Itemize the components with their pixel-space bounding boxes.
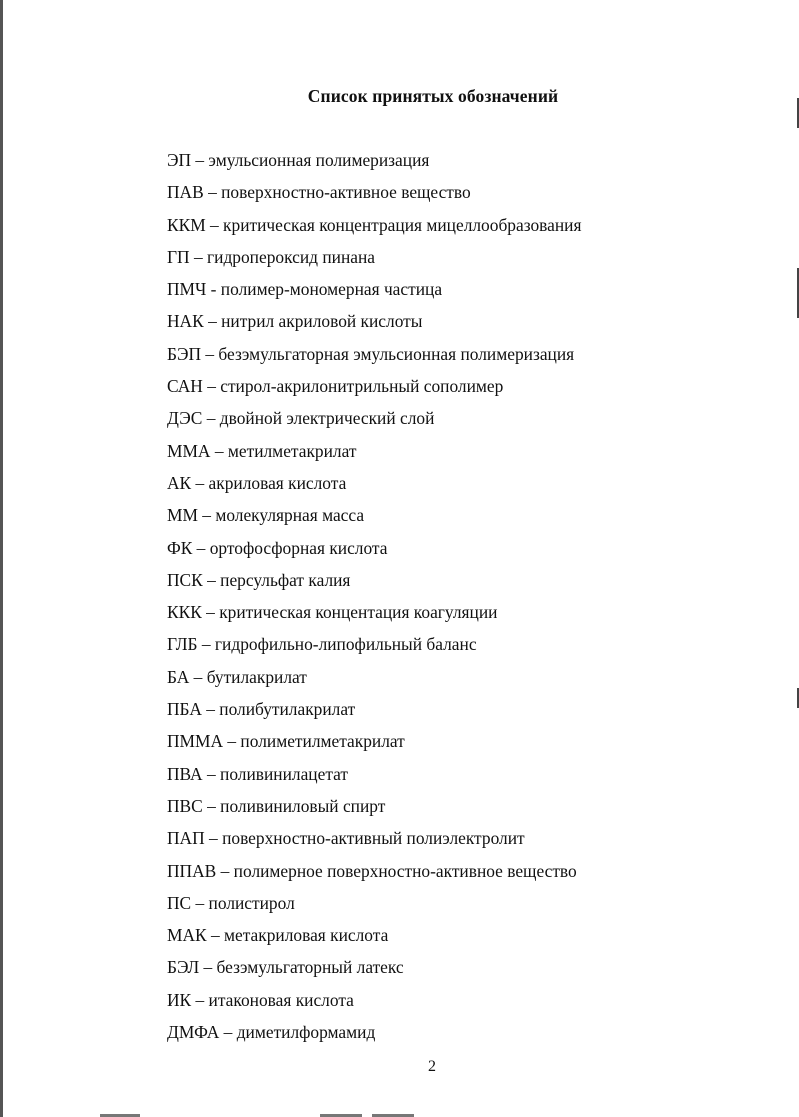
list-item: ПВС – поливиниловый спирт bbox=[167, 795, 386, 816]
list-item: БЭЛ – безэмульгаторный латекс bbox=[167, 957, 404, 978]
list-item: ДМФА – диметилформамид bbox=[167, 1022, 376, 1043]
list-item: ПС – полистирол bbox=[167, 892, 295, 913]
list-item: ПВА – поливинилацетат bbox=[167, 763, 349, 784]
list-item: ММА – метилметакрилат bbox=[167, 440, 357, 461]
scan-edge-left bbox=[0, 0, 3, 1117]
list-item: ИК – итаконовая кислота bbox=[167, 989, 354, 1010]
page-number: 2 bbox=[428, 1058, 436, 1075]
list-item: САН – стирол-акрилонитрильный сополимер bbox=[167, 376, 504, 397]
list-item: ДЭС – двойной электрический слой bbox=[167, 408, 435, 429]
list-item: ППАВ – полимерное поверхностно-активное вещество bbox=[167, 860, 577, 881]
page-title: Список принятых обозначений bbox=[307, 86, 559, 106]
list-item: ПСК – персульфат калия bbox=[167, 569, 351, 590]
list-item: БЭП – безэмульгаторная эмульсионная полимеризация bbox=[167, 343, 575, 364]
list-item: ПММА – полиметилметакрилат bbox=[167, 731, 405, 752]
list-item: ПБА – полибутилакрилат bbox=[167, 699, 356, 720]
list-item: ПАП – поверхностно-активный полиэлектролит bbox=[167, 828, 525, 849]
list-item: ГП – гидропероксид пинана bbox=[167, 246, 375, 267]
list-item: МАК – метакриловая кислота bbox=[167, 925, 389, 946]
list-item: БА – бутилакрилат bbox=[167, 666, 307, 687]
abbreviation-list bbox=[167, 148, 582, 1052]
list-item: ФК – ортофосфорная кислота bbox=[167, 537, 388, 558]
list-item: ПАВ – поверхностно-активное вещество bbox=[167, 182, 471, 203]
list-item: ПМЧ - полимер-мономерная частица bbox=[167, 279, 443, 300]
list-item: ММ – молекулярная масса bbox=[167, 505, 365, 526]
list-item: ККМ – критическая концентрация мицеллообразования bbox=[167, 214, 582, 235]
list-item: АК – акриловая кислота bbox=[167, 472, 347, 493]
list-item: ЭП – эмульсионная полимеризация bbox=[167, 150, 430, 170]
list-item: ГЛБ – гидрофильно-липофильный баланс bbox=[167, 634, 477, 655]
list-item: НАК – нитрил акриловой кислоты bbox=[167, 311, 423, 332]
list-item: ККК – критическая концентация коагуляции bbox=[167, 602, 498, 623]
